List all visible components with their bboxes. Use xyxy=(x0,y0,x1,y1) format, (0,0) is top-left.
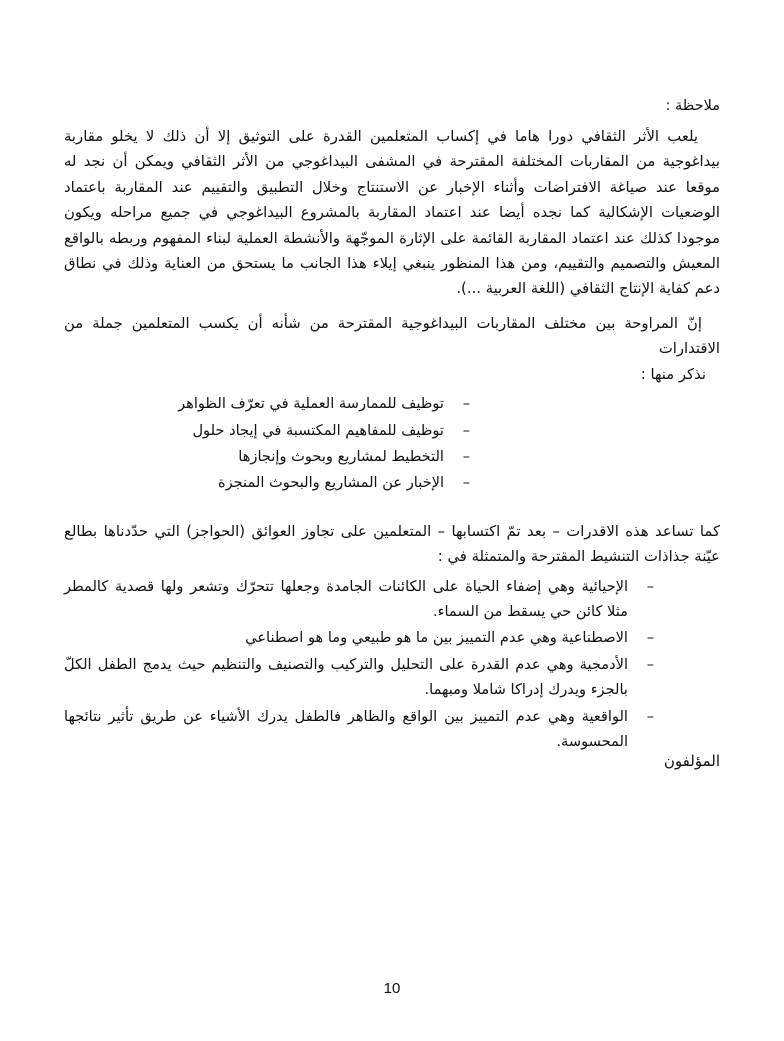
authors-signature: المؤلفون xyxy=(663,752,720,770)
list-item-label: الإخبار عن المشاريع والبحوث المنجزة xyxy=(217,474,444,492)
obstacles-list xyxy=(64,574,720,755)
list-item xyxy=(64,652,654,703)
list-item-label: الاصطناعية وهي عدم التمييز بين ما هو طبيعي وما هو اصطناعي xyxy=(245,629,628,647)
list-item xyxy=(64,625,654,650)
list-item xyxy=(64,704,654,755)
list-item xyxy=(64,418,470,443)
list-item-label: توظيف للمفاهيم المكتسبة في إيجاد حلول xyxy=(192,421,444,439)
list-item-label: الإحيائية وهي إضفاء الحياة على الكائنات الجامدة وجعلها تتحرّك وتشعر ولها قصدية كالمطر مثلا كائن حي يسقط من السماء. xyxy=(64,577,628,620)
spacer xyxy=(64,302,720,311)
list-item xyxy=(64,470,470,495)
mention-line: نذكر منها : xyxy=(640,365,706,383)
list-item-label: التخطيط لمشاريع وبحوث وإنجازها xyxy=(238,447,444,465)
dash-bullet-icon: – xyxy=(462,421,470,439)
page-content xyxy=(64,96,720,755)
dash-bullet-icon: – xyxy=(646,655,654,673)
list-item xyxy=(64,391,470,416)
abilities-list xyxy=(64,391,720,496)
lead-in-paragraph: إنّ المراوحة بين مختلف المقاربات البيداغوجية المقترحة من شأنه أن يكسب المتعلمين جملة من الاقتدارات xyxy=(64,314,720,358)
list-item xyxy=(64,444,470,469)
list-item-label: الواقعية وهي عدم التمييز بين الواقع والظاهر فالطفل يدرك الأشياء عن طريق تأثير نتائجها المحسوسة. xyxy=(64,707,628,750)
intro-paragraph: يلعب الأثر الثقافي دورا هاما في إكساب المتعلمين القدرة على التوثيق إلا أن ذلك لا يخلو مقاربة بيداغوجية من المقاربات المختلفة المقترحة في المشفى البيداغوجي من الأثر الثقافي ويمكن أن نجد له موقعا عند صياغة الافتراضات وأثناء الإخبار عن الاستنتاج وخلال التطبيق والتقييم عند المقاربة باعتماد الوضعيات الإشكالية كما نجده أيضا عند اعتماد المقاربة بالمشروع البيداغوجي في جميع مراحله ويكون موجودا كذلك عند اعتماد المقاربة القائمة على الإثارة الموجّهة والأنشطة العملية لبناء المفهوم وربطه بالواقع المعيش والتصميم والتقييم، ومن هذا المنظور ينبغي إيلاء هذا الجانب ما يستحق من العناية وذلك في نطاق دعم كفاية الإنتاج الثقافي (اللغة العربية ...). xyxy=(64,127,720,298)
list-item xyxy=(64,574,654,625)
list-item-label: الأدمجية وهي عدم القدرة على التحليل والتركيب والتصنيف والتنظيم حيث يدمج الطفل الكلّ بالجزء ويدرك إدراكا شاملا ومبهما. xyxy=(64,655,628,699)
dash-bullet-icon: – xyxy=(462,447,470,465)
spacer xyxy=(64,497,720,519)
list-item-label: توظيف للممارسة العملية في تعرّف الظواهر xyxy=(178,395,444,413)
dash-bullet-icon: – xyxy=(462,474,470,492)
transition-paragraph: كما تساعد هذه الاقدرات – بعد تمّ اكتسابها – المتعلمين على تجاوز العوائق (الحواجز) التي حدّدناها بطالع عيّنة جذاذات التنشيط المقترحة والمتمثلة في : xyxy=(64,522,720,566)
dash-bullet-icon: – xyxy=(646,629,654,647)
note-heading: ملاحظة : xyxy=(665,98,720,114)
dash-bullet-icon: – xyxy=(646,577,654,595)
page-number: 10 xyxy=(383,980,401,997)
dash-bullet-icon: – xyxy=(646,707,654,725)
dash-bullet-icon: – xyxy=(462,395,470,413)
